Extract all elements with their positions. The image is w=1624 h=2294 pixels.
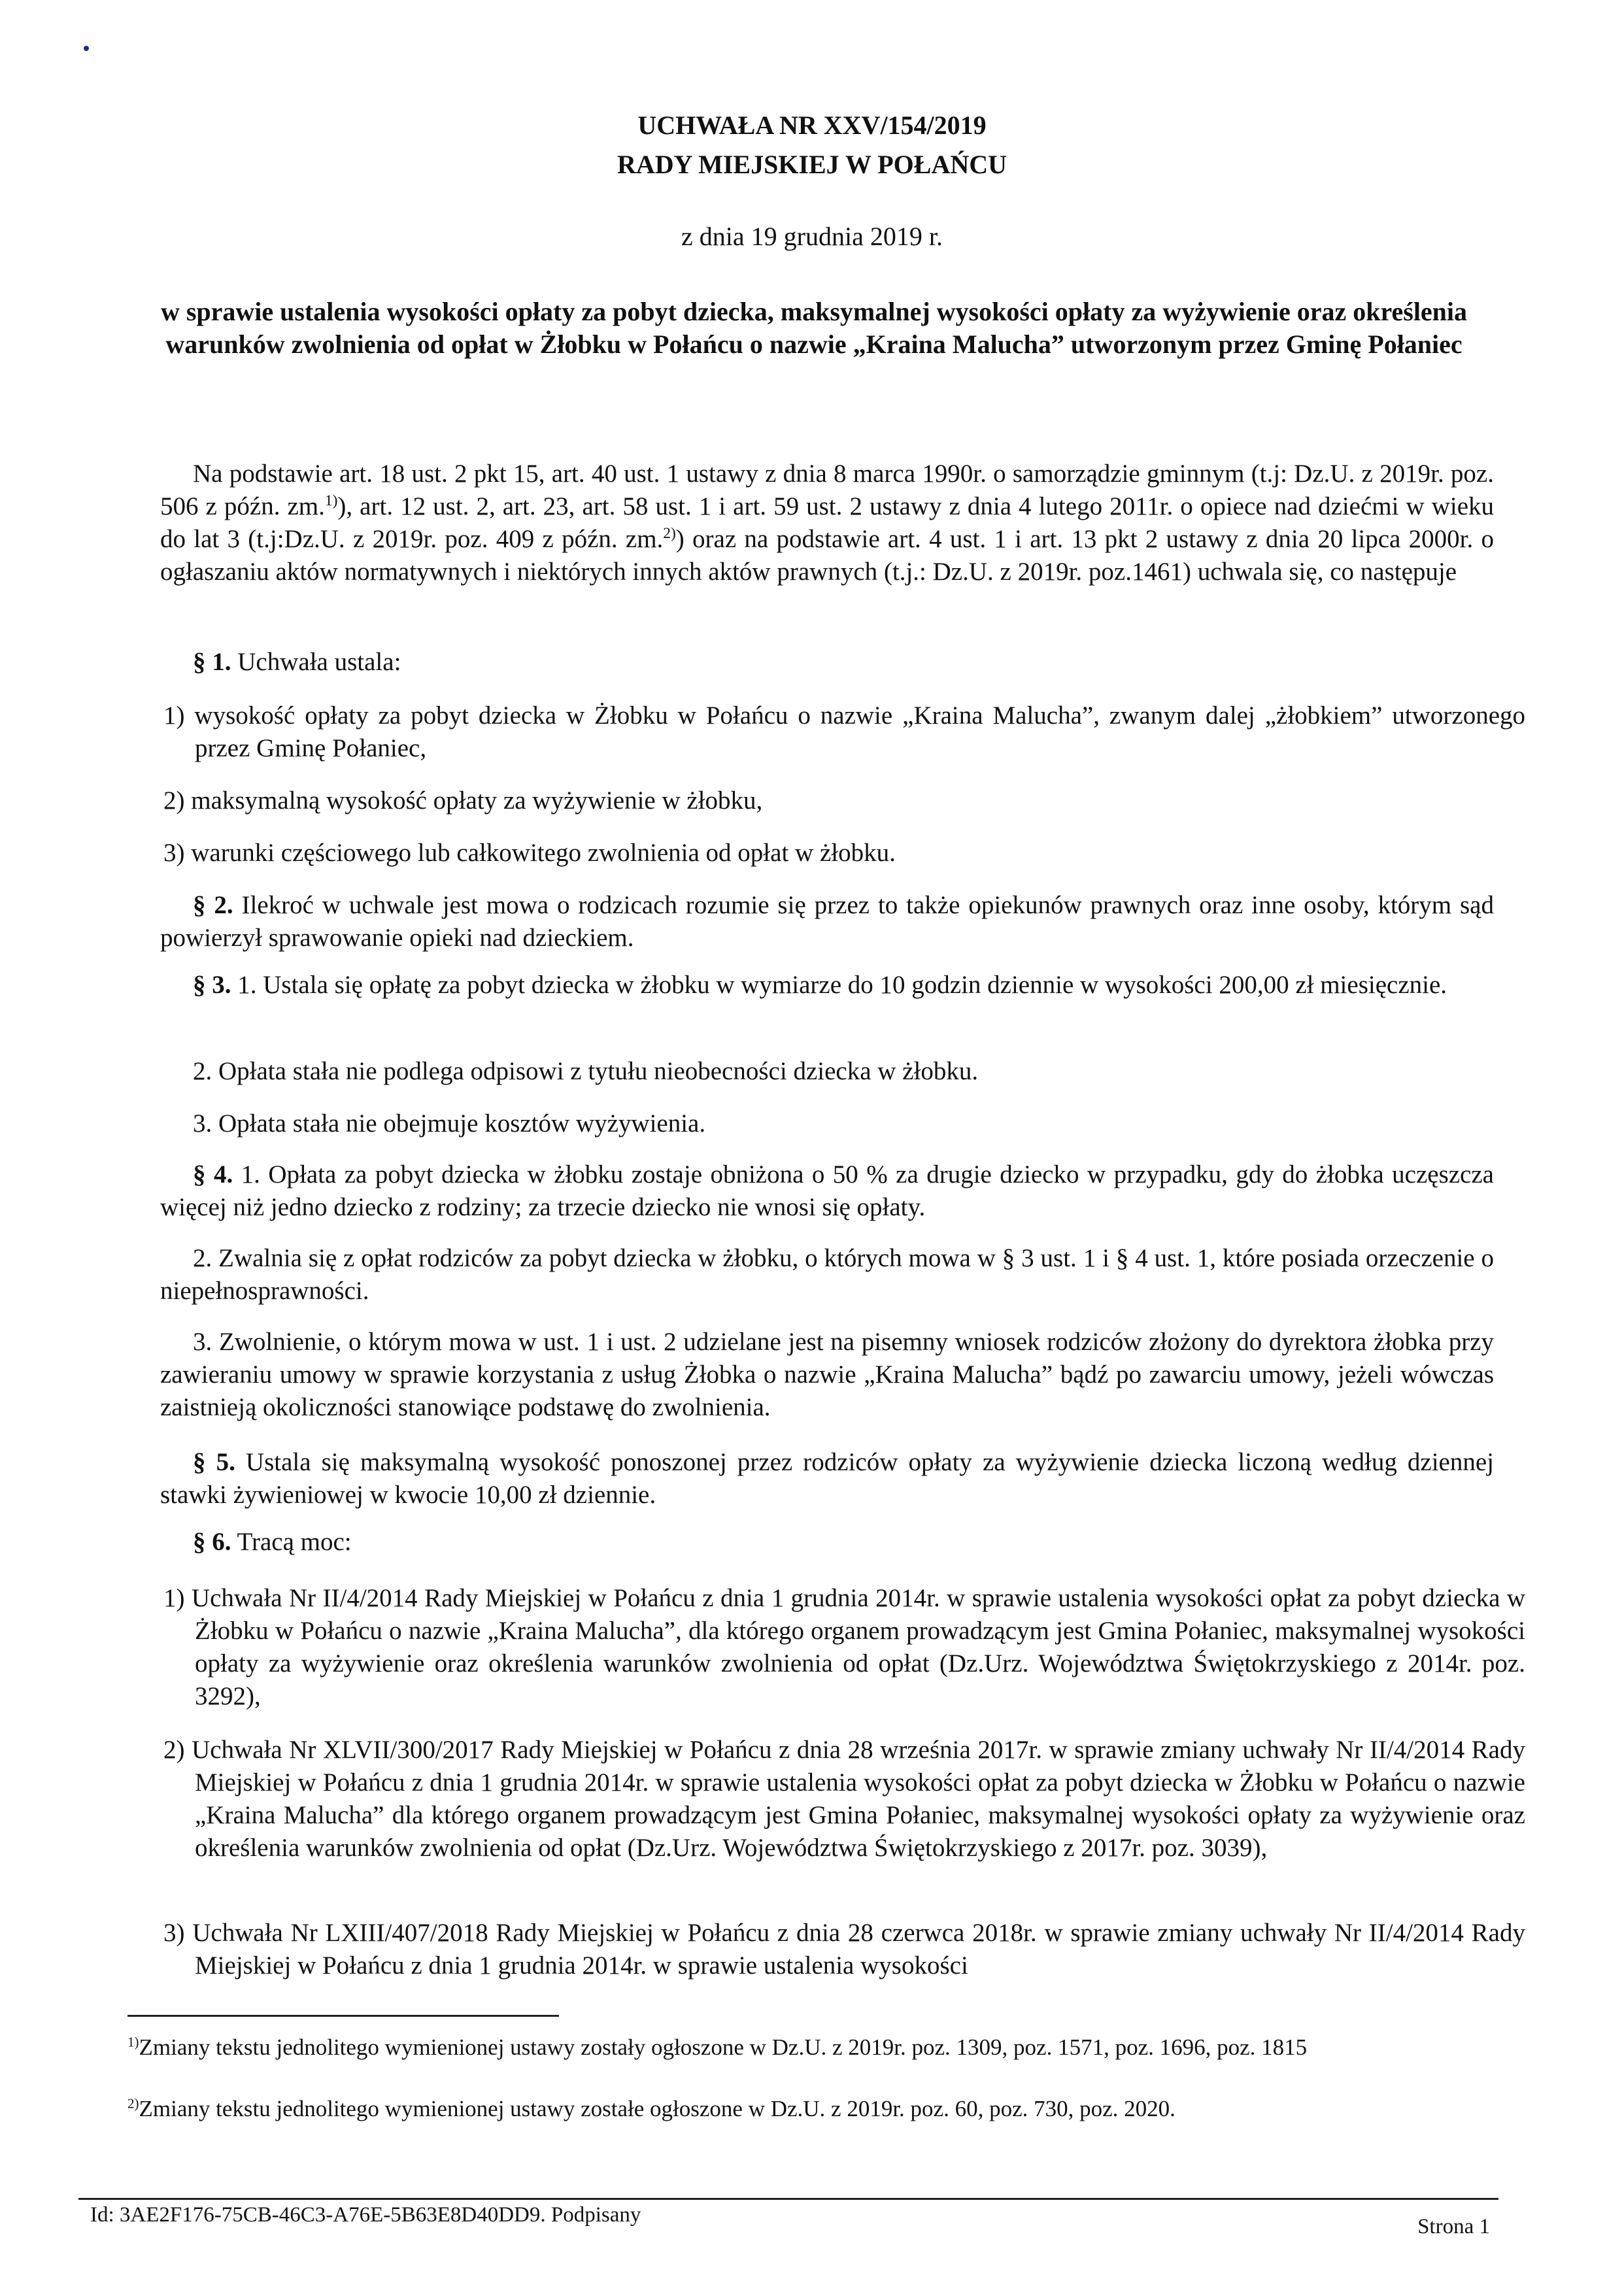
- section-3-para-3: 3. Opłata stała nie obejmuje kosztów wyżywienia.: [193, 1109, 706, 1138]
- footnote-1-text: Zmiany tekstu jednolitego wymienionej ustawy zostały ogłoszone w Dz.U. z 2019r. poz. 1309, poz. 1571, poz. 1696, poz. 1815: [139, 2034, 1308, 2060]
- section-6-item-3: 3) Uchwała Nr LXIII/407/2018 Rady Miejskiej w Połańcu z dnia 28 czerwca 2018r. w sprawie zmiany uchwały Nr II/4/2014 Rady Miejskiej w Połańcu z dnia 1 grudnia 2014r. w sprawie ustalenia wysokości: [163, 1919, 1525, 1980]
- section-3-para-2: 2. Opłata stała nie podlega odpisowi z tytułu nieobecności dziecka w żłobku.: [193, 1057, 979, 1085]
- footnote-2: [127, 2095, 1494, 2123]
- section-4-para-2: 2. Zwalnia się z opłat rodziców za pobyt dziecka w żłobku, o których mowa w § 3 ust. 1 i § 4 ust. 1, które posiada orzeczenie o niepełnosprawności.: [160, 1244, 1494, 1305]
- section-4-number: § 4.: [193, 1160, 233, 1189]
- preamble: [160, 458, 1494, 588]
- council-name: RADY MIEJSKIEJ W POŁAŃCU: [617, 150, 1007, 179]
- footnote-2-mark: 2): [127, 2095, 139, 2112]
- footnote-1-mark: 1): [127, 2034, 139, 2050]
- footnote-1: [127, 2033, 1494, 2062]
- section-3-number: § 3.: [193, 971, 231, 999]
- scan-speck: [84, 46, 89, 51]
- section-6-number: § 6.: [193, 1528, 231, 1556]
- section-6-text: Tracą moc:: [231, 1528, 352, 1556]
- footnote-ref-2: 2): [663, 525, 676, 542]
- section-5-number: § 5.: [193, 1448, 235, 1476]
- section-1-number: § 1.: [193, 648, 231, 676]
- section-6-heading: [160, 1526, 1494, 1559]
- section-1-item-1: 1) wysokość opłaty za pobyt dziecka w Żłobku w Połańcu o nazwie „Kraina Malucha”, zwanym dalej „żłobkiem” utworzonego przez Gminę Połaniec,: [163, 701, 1525, 762]
- footer-rule: [78, 2198, 1498, 2200]
- resolution-subject: w sprawie ustalenia wysokości opłaty za pobyt dziecka, maksymalnej wysokości opłaty za wyżywienie oraz określenia warunków zwolnienia od opłat w Żłobku w Połańcu o nazwie „Kraina Malucha” utworzonym przez Gminę Połaniec: [160, 297, 1468, 359]
- resolution-number: UCHWAŁA NR XXV/154/2019: [637, 110, 987, 140]
- section-6-item-1: 1) Uchwała Nr II/4/2014 Rady Miejskiej w Połańcu z dnia 1 grudnia 2014r. w sprawie ustalenia wysokości opłat za pobyt dziecka w Żłobku w Połańcu o nazwie „Kraina Malucha”, dla którego organem prowadzącym jest Gmina Połaniec, maksymalnej wysokości opłaty za wyżywienie oraz określenia warunków zwolnienia od opłat (Dz.Urz. Województwa Świętokrzyskiego z 2014r. poz. 3292),: [163, 1584, 1525, 1710]
- section-2-text: Ilekroć w uchwale jest mowa o rodzicach rozumie się przez to także opiekunów prawnych oraz inne osoby, którym sąd powierzył sprawowanie opieki nad dzieckiem.: [160, 891, 1494, 952]
- section-1-heading: [160, 646, 1494, 679]
- preamble-part-2: ), art. 12 ust. 2, art. 23, art. 58 ust. 1 i art. 59 ust. 2 ustawy z dnia 4 lutego 2011r. o opiece nad dziećmi w wieku do lat 3 (t.j:Dz.U. z 2019r. poz. 409 z późn. zm.: [160, 492, 1495, 553]
- footnote-2-text: Zmiany tekstu jednolitego wymienionej ustawy zostałe ogłoszone w Dz.U. z 2019r. poz. 60, poz. 730, poz. 2020.: [139, 2096, 1176, 2121]
- preamble-part-3: ) oraz na podstawie art. 4 ust. 1 i art. 13 pkt 2 ustawy z dnia 20 lipca 2000r. o ogłaszaniu aktów normatywnych i niektórych innych aktów prawnych (t.j.: Dz.U. z 2019r. poz.1461) uchwala się, co następuje: [160, 525, 1494, 586]
- section-6-item-2: 2) Uchwała Nr XLVII/300/2017 Rady Miejskiej w Połańcu z dnia 28 września 2017r. w sprawie zmiany uchwały Nr II/4/2014 Rady Miejskiej w Połańcu z dnia 1 grudnia 2014r. w sprawie ustalenia wysokości opłat za pobyt dziecka w Żłobku w Połańcu o nazwie „Kraina Malucha” dla którego organem prowadzącym jest Gmina Połaniec, maksymalnej wysokości opłaty za wyżywienie oraz określenia warunków zwolnienia od opłat (Dz.Urz. Województwa Świętokrzyskiego z 2017r. poz. 3039),: [163, 1736, 1525, 1862]
- section-1-item-2: 2) maksymalną wysokość opłaty za wyżywienie w żłobku,: [163, 786, 763, 815]
- resolution-date: z dnia 19 grudnia 2019 r.: [681, 222, 943, 251]
- preamble-part-1: Na podstawie art. 18 ust. 2 pkt 15, art. 40 ust. 1 ustawy z dnia 8 marca 1990r. o samorządzie gminnym (t.j: Dz.U. z 2019r. poz. 506 z późn. zm.: [160, 460, 1494, 520]
- footnote-separator: [127, 2015, 559, 2017]
- footnote-ref-1: 1): [324, 492, 338, 509]
- page-number: Strona 1: [1417, 2215, 1490, 2238]
- section-3-text-1: 1. Ustala się opłatę za pobyt dziecka w żłobku w wymiarze do 10 godzin dziennie w wysokości 200,00 zł miesięcznie.: [231, 971, 1447, 999]
- section-1-text: Uchwała ustala:: [231, 648, 401, 676]
- document-id: Id: 3AE2F176-75CB-46C3-A76E-5B63E8D40DD9. Podpisany: [90, 2203, 641, 2227]
- section-2: [160, 889, 1494, 954]
- section-4-text-1: 1. Opłata za pobyt dziecka w żłobku zostaje obniżona o 50 % za drugie dziecko w przypadku, gdy do żłobka uczęszcza więcej niż jedno dziecko z rodziny; za trzecie dziecko nie wnosi się opłaty.: [160, 1160, 1494, 1221]
- section-5: [160, 1446, 1494, 1511]
- section-1-item-3: 3) warunki częściowego lub całkowitego zwolnienia od opłat w żłobku.: [163, 839, 896, 867]
- section-5-text: Ustala się maksymalną wysokość ponoszonej przez rodziców opłaty za wyżywienie dziecka liczoną według dziennej stawki żywieniowej w kwocie 10,00 zł dziennie.: [160, 1448, 1494, 1509]
- section-4-para-1: [160, 1158, 1494, 1224]
- section-3-para-1: [160, 969, 1494, 1002]
- section-4-para-3: 3. Zwolnienie, o którym mowa w ust. 1 i ust. 2 udzielane jest na pisemny wniosek rodziców złożony do dyrektora żłobka przy zawieraniu umowy w sprawie korzystania z usług Żłobka o nazwie „Kraina Malucha” bądź po zawarciu umowy, jeżeli wówczas zaistnieją okoliczności stanowiące podstawę do zwolnienia.: [160, 1328, 1494, 1421]
- section-2-number: § 2.: [193, 891, 233, 919]
